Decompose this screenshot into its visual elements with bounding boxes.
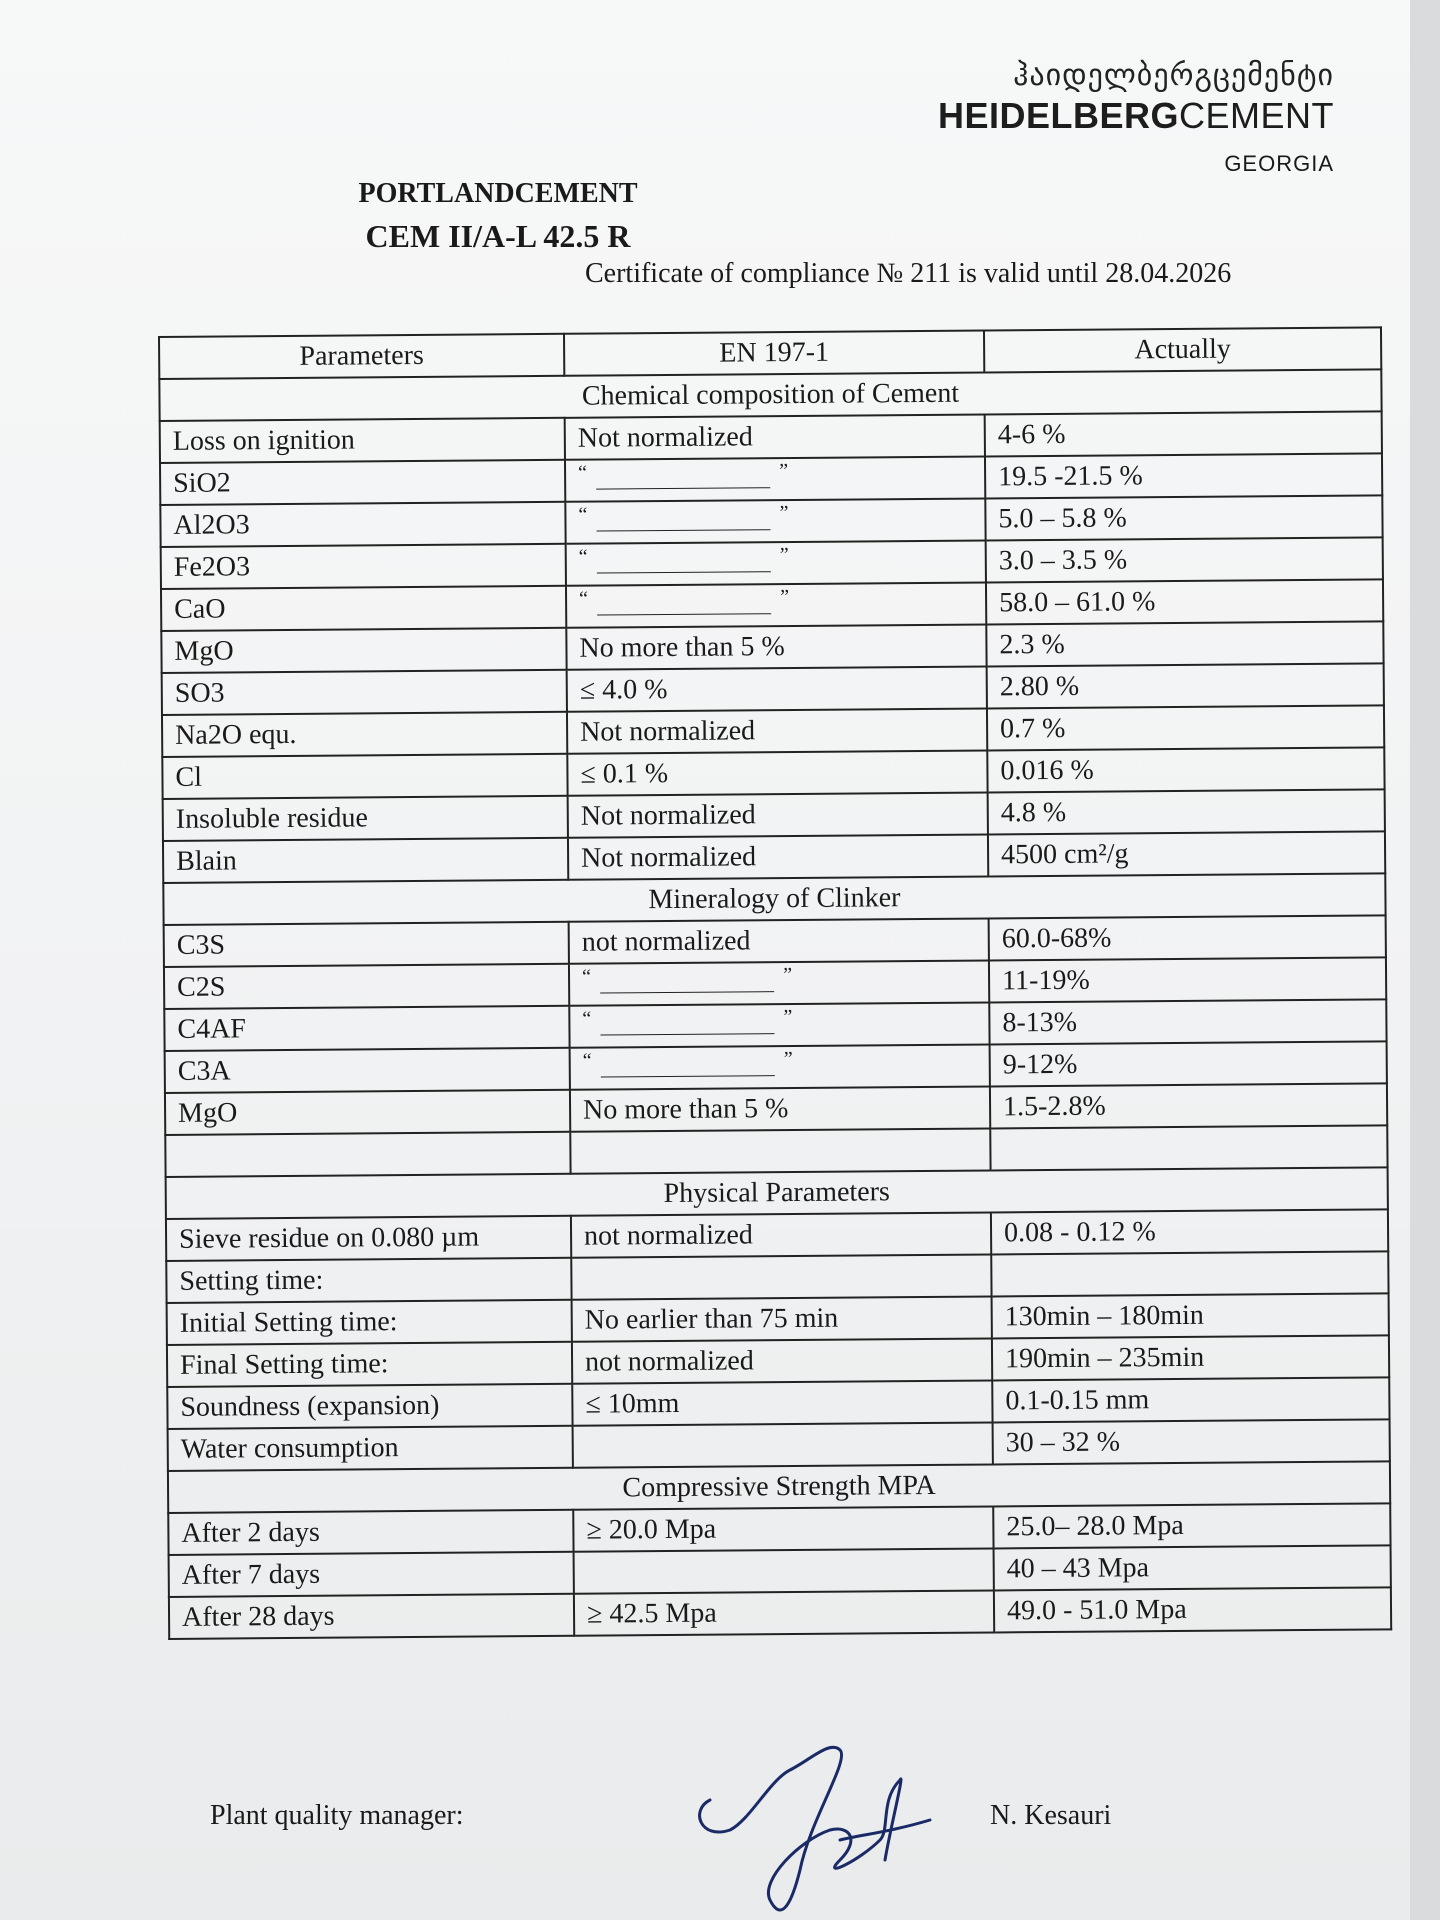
standard-cell: ≥ 20.0 Mpa — [573, 1506, 993, 1551]
certificate-line: Certificate of compliance № 211 is valid until 28.04.2026 — [585, 258, 1232, 289]
parameter-cell: Initial Setting time: — [167, 1300, 572, 1345]
standard-cell: ≤ 10mm — [572, 1380, 992, 1425]
standard-cell — [569, 960, 989, 1005]
parameter-cell: After 28 days — [169, 1594, 574, 1639]
actual-cell: 0.016 % — [987, 747, 1384, 792]
parameter-cell: Insoluble residue — [163, 796, 568, 841]
standard-cell: No more than 5 % — [566, 625, 986, 670]
standard-cell: No earlier than 75 min — [572, 1296, 992, 1341]
actual-cell: 25.0– 28.0 Mpa — [993, 1503, 1390, 1548]
column-header-actual: Actually — [984, 327, 1381, 372]
standard-cell: Not normalized — [565, 415, 985, 460]
standard-cell: not normalized — [572, 1338, 992, 1383]
standard-cell — [574, 1548, 994, 1593]
parameter-cell: Cl — [162, 754, 567, 799]
signature — [690, 1740, 950, 1920]
column-header-standard: EN 197-1 — [564, 331, 984, 376]
section-title-physical-parameters: Physical Parameters — [166, 1167, 1388, 1219]
parameter-cell: C2S — [164, 964, 569, 1009]
section-title-chemical-composition-of-cement: Chemical composition of Cement — [159, 369, 1381, 421]
standard-cell — [570, 1128, 990, 1173]
ditto-mark: “ ” — [579, 544, 789, 576]
column-header-parameters: Parameters — [159, 334, 564, 379]
company-logo — [938, 58, 1334, 177]
parameter-cell: MgO — [165, 1090, 570, 1135]
parameter-cell: Setting time: — [166, 1258, 571, 1303]
cement-grade: CEM II/A-L 42.5 R — [365, 218, 631, 254]
parameter-cell: Al2O3 — [160, 502, 565, 547]
ditto-mark: “ ” — [582, 1006, 792, 1038]
actual-cell: 19.5 -21.5 % — [985, 453, 1382, 498]
actual-cell: 4500 cm²/g — [988, 831, 1385, 876]
parameter-cell: After 7 days — [169, 1552, 574, 1597]
ditto-mark: “ ” — [579, 586, 789, 618]
actual-cell: 190min – 235min — [992, 1335, 1389, 1380]
actual-cell — [991, 1251, 1388, 1296]
ditto-mark: “ ” — [583, 1048, 793, 1080]
parameter-cell: C4AF — [164, 1006, 569, 1051]
standard-cell — [573, 1422, 993, 1467]
logo-brand-rest: CEMENT — [1179, 95, 1334, 136]
standard-cell: not normalized — [571, 1212, 991, 1257]
standard-cell: Not normalized — [567, 709, 987, 754]
ditto-mark: “ ” — [582, 964, 792, 996]
actual-cell: 9-12% — [990, 1041, 1387, 1086]
actual-cell: 1.5-2.8% — [990, 1083, 1387, 1128]
actual-cell — [990, 1125, 1387, 1170]
actual-cell: 30 – 32 % — [993, 1419, 1390, 1464]
standard-cell: ≤ 0.1 % — [567, 750, 987, 795]
standard-cell — [566, 583, 986, 628]
parameter-cell: C3S — [164, 922, 569, 967]
parameter-cell — [165, 1132, 570, 1177]
actual-cell: 60.0-68% — [989, 915, 1386, 960]
ditto-mark: “ ” — [578, 502, 788, 534]
standard-cell: not normalized — [569, 918, 989, 963]
actual-cell: 0.7 % — [987, 705, 1384, 750]
ditto-mark: “ ” — [578, 460, 788, 492]
parameter-cell: MgO — [161, 628, 566, 673]
parameter-cell: Loss on ignition — [160, 418, 565, 463]
parameter-cell: Fe2O3 — [161, 544, 566, 589]
table-row — [169, 1587, 1391, 1639]
plant-quality-manager-label: Plant quality manager: — [210, 1800, 464, 1831]
parameter-cell: Blain — [163, 838, 568, 883]
parameters-table — [158, 326, 1392, 1640]
actual-cell: 4-6 % — [985, 411, 1382, 456]
parameter-cell: SiO2 — [160, 460, 565, 505]
standard-cell — [571, 1254, 991, 1299]
product-title: PORTLANDCEMENT — [358, 178, 638, 209]
actual-cell: 2.3 % — [986, 621, 1383, 666]
parameter-cell: C3A — [165, 1048, 570, 1093]
parameter-cell: Na2O equ. — [162, 712, 567, 757]
parameter-cell: Sieve residue on 0.080 µm — [166, 1216, 571, 1261]
actual-cell: 0.08 - 0.12 % — [991, 1209, 1388, 1254]
parameter-cell: SO3 — [162, 670, 567, 715]
actual-cell: 8-13% — [989, 999, 1386, 1044]
standard-cell — [566, 541, 986, 586]
standard-cell: Not normalized — [568, 834, 988, 879]
standard-cell — [569, 1002, 989, 1047]
standard-cell — [570, 1044, 990, 1089]
standard-cell — [565, 499, 985, 544]
page-edge — [1410, 0, 1440, 1920]
logo-country: GEORGIA — [1224, 151, 1334, 176]
actual-cell: 130min – 180min — [992, 1293, 1389, 1338]
standard-cell: No more than 5 % — [570, 1086, 990, 1131]
parameter-cell: Soundness (expansion) — [167, 1384, 572, 1429]
parameter-cell: CaO — [161, 586, 566, 631]
actual-cell: 3.0 – 3.5 % — [986, 537, 1383, 582]
actual-cell: 4.8 % — [988, 789, 1385, 834]
parameter-cell: Water consumption — [168, 1426, 573, 1471]
logo-georgian-text: ჰაიდელბერგცემენტი — [1013, 58, 1334, 93]
logo-brand-bold: HEIDELBERG — [937, 95, 1179, 136]
actual-cell: 49.0 - 51.0 Mpa — [994, 1587, 1391, 1632]
actual-cell: 0.1-0.15 mm — [992, 1377, 1389, 1422]
parameters-table-body — [159, 327, 1391, 1639]
section-title-compressive-strength-mpa: Compressive Strength MPA — [168, 1461, 1390, 1513]
standard-cell: Not normalized — [568, 792, 988, 837]
parameter-cell: Final Setting time: — [167, 1342, 572, 1387]
actual-cell: 2.80 % — [987, 663, 1384, 708]
actual-cell: 5.0 – 5.8 % — [985, 495, 1382, 540]
standard-cell: ≥ 42.5 Mpa — [574, 1590, 994, 1635]
standard-cell — [565, 457, 985, 502]
standard-cell: ≤ 4.0 % — [567, 667, 987, 712]
manager-name: N. Kesauri — [990, 1800, 1112, 1831]
actual-cell: 40 – 43 Mpa — [994, 1545, 1391, 1590]
actual-cell: 11-19% — [989, 957, 1386, 1002]
section-title-mineralogy-of-clinker: Mineralogy of Clinker — [163, 873, 1385, 925]
parameter-cell: After 2 days — [168, 1510, 573, 1555]
actual-cell: 58.0 – 61.0 % — [986, 579, 1383, 624]
logo-brand — [938, 95, 1334, 137]
